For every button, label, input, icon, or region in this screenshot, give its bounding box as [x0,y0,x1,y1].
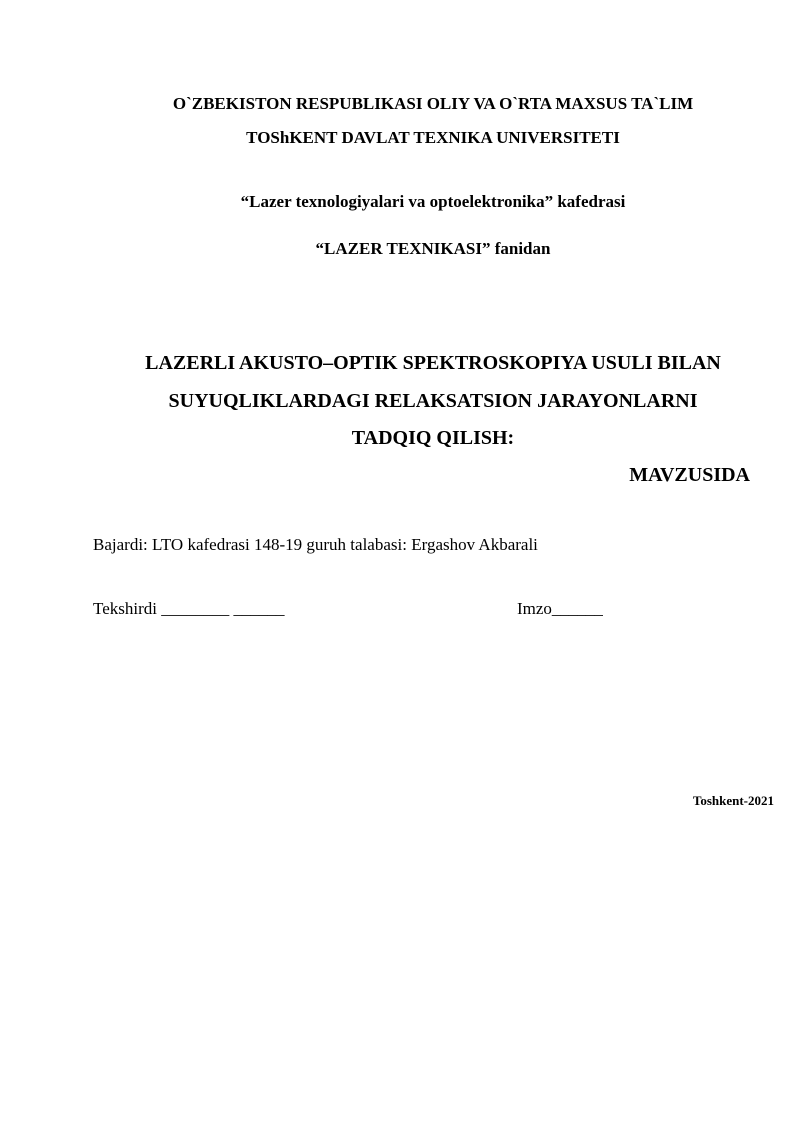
topic-title-line-2: SUYUQLIKLARDAGI RELAKSATSION JARAYONLARNI [168,390,698,412]
signature-text: Imzo______ [517,599,603,618]
topic-suffix: MAVZUSIDA [629,464,750,486]
ministry-heading: O`ZBEKISTON RESPUBLIKASI OLIY VA O`RTA MAXSUS TA`LIM [172,94,694,113]
topic-title-line-3: TADQIQ QILISH: [351,427,515,449]
department-heading: “Lazer texnologiyalari va optoelektronika” kafedrasi [240,192,626,211]
performed-by-text: Bajardi: LTO kafedrasi 148-19 guruh talabasi: Ergashov Akbarali [93,535,538,554]
topic-title-line-1: LAZERLI AKUSTO–OPTIK SPEKTROSKOPIYA USULI BILAN [145,352,721,374]
university-heading: TOShKENT DAVLAT TEXNIKA UNIVERSITETI [246,128,620,147]
subject-heading: “LAZER TEXNIKASI” fanidan [315,239,551,258]
city-year-footer: Toshkent-2021 [692,793,774,808]
checked-by-text: Tekshirdi ________ ______ [93,599,285,618]
